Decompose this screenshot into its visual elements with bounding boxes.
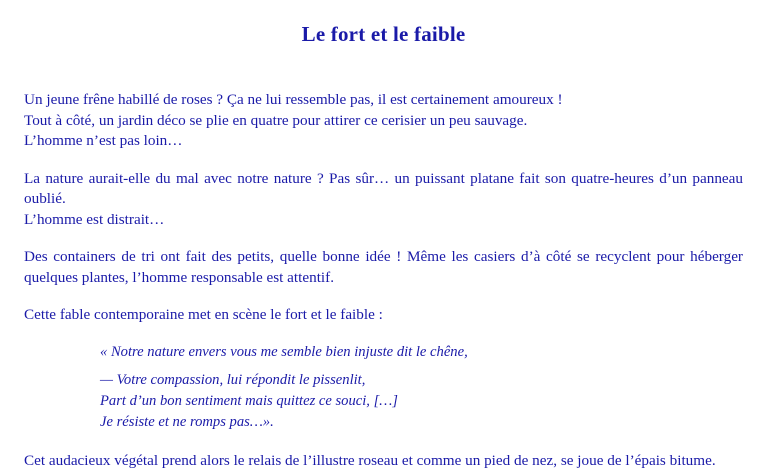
quote-line-2: — Votre compassion, lui répondit le pissenlit,	[100, 370, 703, 391]
paragraph-1-line-2: Tout à côté, un jardin déco se plie en quatre pour attirer ce cerisier un peu sauvage.	[24, 111, 743, 132]
poem-quote	[64, 342, 703, 433]
paragraph-4-line-1: Cette fable contemporaine met en scène le fort et le faible :	[24, 305, 743, 326]
paragraph-2	[24, 169, 743, 231]
page-title: Le fort et le faible	[0, 0, 767, 47]
closing-paragraph-line-1: Cet audacieux végétal prend alors le relais de l’illustre roseau et comme un pied de nez, se joue de l’épais bitume.	[24, 451, 743, 471]
paragraph-3	[24, 247, 743, 288]
quote-line-1: « Notre nature envers vous me semble bien injuste dit le chêne,	[100, 342, 703, 363]
quote-line-3: Part d’un bon sentiment mais quittez ce souci, […]	[100, 391, 703, 412]
paragraph-1	[24, 90, 743, 152]
paragraph-3-line-1: Des containers de tri ont fait des petits, quelle bonne idée ! Même les casiers d’à côté se recyclent pour héberger quelques plantes, l’homme responsable est attentif.	[24, 247, 743, 288]
closing-paragraph	[24, 451, 743, 471]
paragraph-1-line-3: L’homme n’est pas loin…	[24, 131, 743, 152]
paragraph-2-line-2: L’homme est distrait…	[24, 210, 743, 231]
document-body	[0, 90, 767, 471]
paragraph-1-line-1: Un jeune frêne habillé de roses ? Ça ne lui ressemble pas, il est certainement amoureux !	[24, 90, 743, 111]
paragraph-2-line-1: La nature aurait-elle du mal avec notre nature ? Pas sûr… un puissant platane fait son quatre-heures d’un panneau oublié.	[24, 169, 743, 210]
paragraph-4	[24, 305, 743, 326]
quote-line-4: Je résiste et ne romps pas…».	[100, 412, 703, 433]
